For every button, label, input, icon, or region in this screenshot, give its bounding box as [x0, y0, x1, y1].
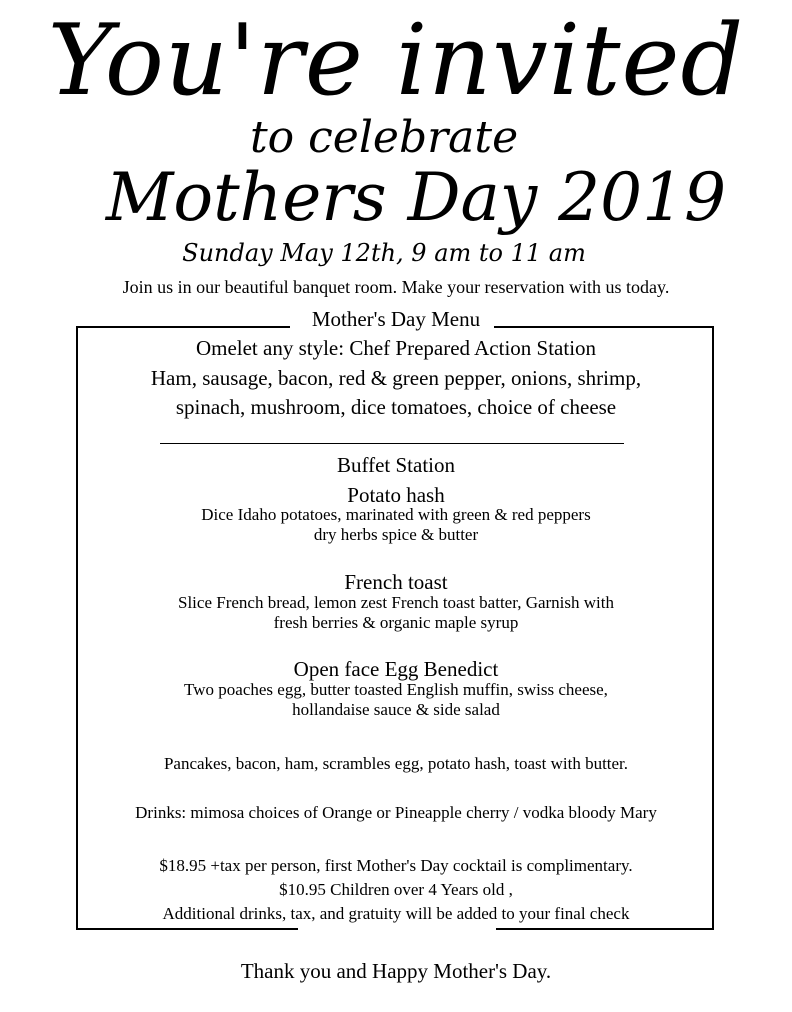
item-desc-line1: Slice French bread, lemon zest French toast batter, Garnish with [178, 593, 614, 612]
pricing-line2: $10.95 Children over 4 Years old , [279, 880, 513, 899]
frame-bottom-left [76, 928, 298, 930]
extras-line: Pancakes, bacon, ham, scrambles egg, potato hash, toast with butter. [163, 754, 629, 773]
section-divider [160, 443, 624, 444]
menu-heading: Mother's Day Menu [311, 307, 481, 331]
item-name: French toast [344, 570, 448, 594]
thank-you-text: Thank you and Happy Mother's Day. [240, 959, 552, 983]
item-desc-line1: Dice Idaho potatoes, marinated with green & red peppers [201, 505, 591, 524]
buffet-title: Buffet Station [336, 453, 456, 477]
omelet-title: Omelet any style: Chef Prepared Action Station [195, 336, 597, 360]
drinks-line: Drinks: mimosa choices of Orange or Pineapple cherry / vodka bloody Mary [135, 803, 657, 822]
title-youre-invited: You're invited [47, 4, 745, 118]
event-date: Sunday May 12th, 9 am to 11 am [182, 239, 586, 267]
item-name: Potato hash [347, 483, 445, 507]
omelet-line2: spinach, mushroom, dice tomatoes, choice of cheese [175, 395, 617, 419]
pricing-line1: $18.95 +tax per person, first Mother's Day cocktail is complimentary. [159, 856, 633, 875]
item-name: Open face Egg Benedict [293, 657, 499, 681]
omelet-line1: Ham, sausage, bacon, red & green pepper, onions, shrimp, [150, 366, 642, 390]
item-desc-line2: dry herbs spice & butter [313, 525, 479, 544]
item-desc-line2: hollandaise sauce & side salad [292, 700, 500, 719]
title-to-celebrate: to celebrate [250, 112, 519, 163]
frame-bottom-right [496, 928, 714, 930]
intro-text: Join us in our beautiful banquet room. Make your reservation with us today. [122, 277, 670, 297]
frame-top-left [76, 326, 290, 328]
frame-top-right [494, 326, 714, 328]
title-mothers-day-2019: Mothers Day 2019 [105, 159, 727, 236]
item-desc-line1: Two poaches egg, butter toasted English muffin, swiss cheese, [184, 680, 608, 699]
pricing-line3: Additional drinks, tax, and gratuity will be added to your final check [162, 904, 630, 923]
item-desc-line2: fresh berries & organic maple syrup [273, 613, 519, 632]
